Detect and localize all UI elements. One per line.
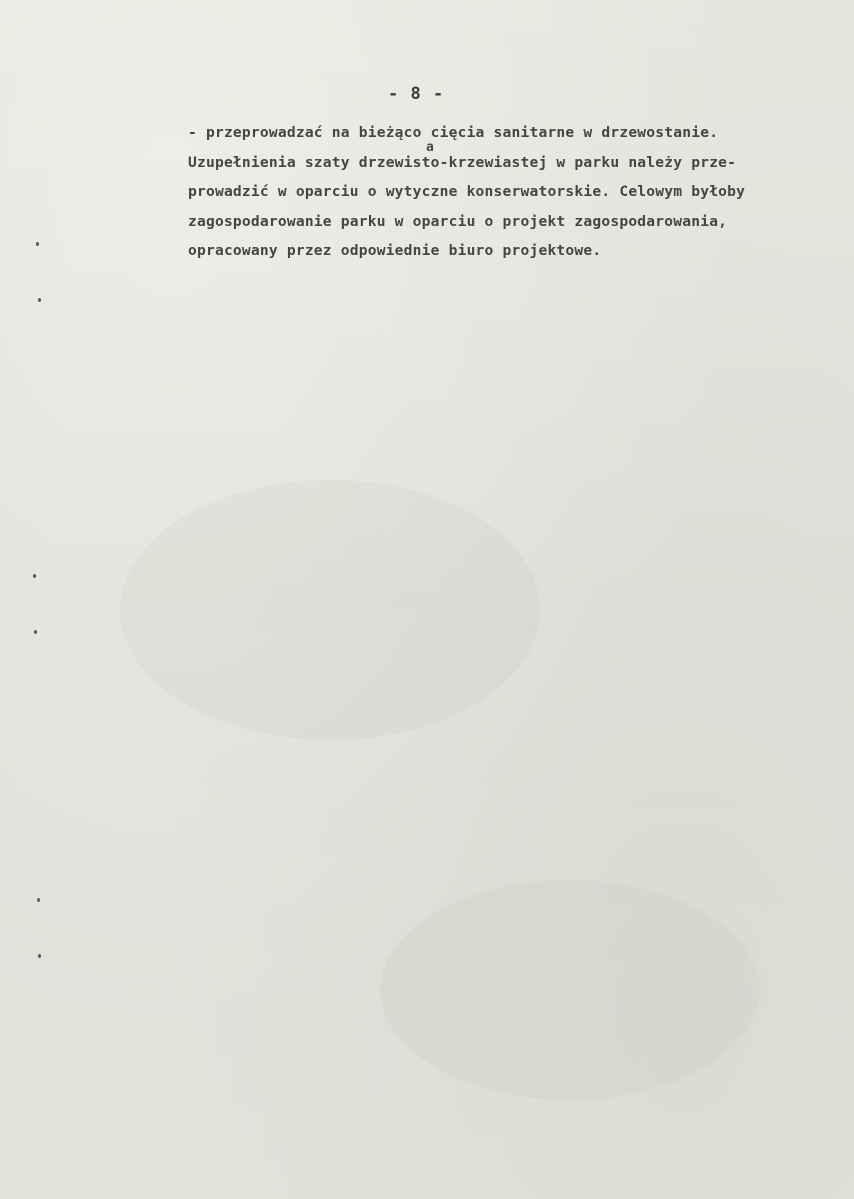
binder-punch-mark [33, 574, 36, 578]
paper-stain [120, 480, 540, 740]
overtyped-correction: a [426, 140, 434, 155]
binder-punch-mark [38, 954, 41, 958]
typewritten-paragraph [188, 118, 848, 266]
text-line: opracowany przez odpowiednie biuro projektowe. [188, 242, 602, 259]
binder-punch-mark [38, 298, 41, 302]
text-line: prowadzić w oparciu o wytyczne konserwatorskie. Celowym byłoby [188, 183, 746, 200]
binder-punch-mark [36, 242, 39, 246]
paper-stain [380, 880, 760, 1100]
text-line: - przeprowadzać na bieżąco cięcia sanitarne w drzewostanie. [188, 124, 719, 141]
text-line: zagospodarowanie parku w oparciu o projekt zagospodarowania, [188, 212, 728, 230]
binder-punch-mark [37, 898, 40, 902]
page-number: - 8 - [388, 84, 445, 104]
text-line: Uzupełnienia szaty drzewisto-krzewiastej w parku należy prze- [188, 153, 737, 171]
binder-punch-mark [34, 630, 37, 634]
